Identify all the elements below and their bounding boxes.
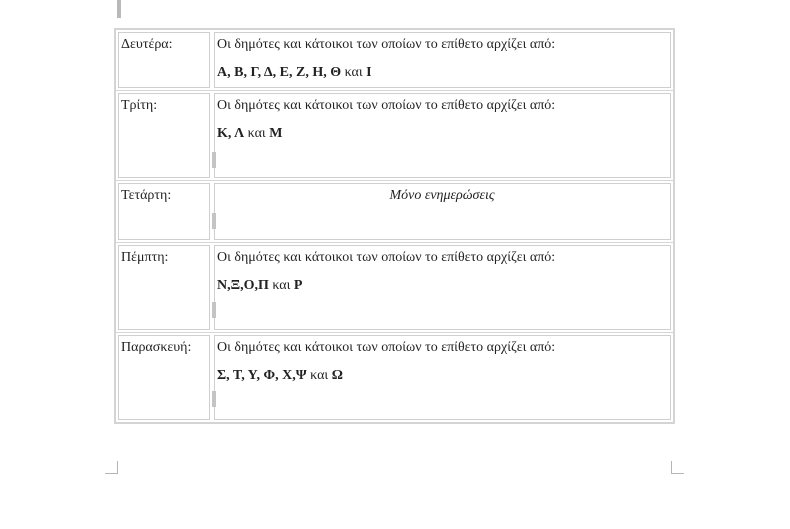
joiner: και bbox=[310, 368, 329, 383]
page-margin-corner-right bbox=[671, 461, 684, 474]
letters: Α, Β, Γ, Δ, Ε, Ζ, Η, Θ bbox=[217, 65, 342, 80]
day-cell[interactable] bbox=[118, 32, 210, 88]
paragraph-mark bbox=[212, 152, 216, 168]
letter-range bbox=[217, 277, 667, 295]
table-row-thursday bbox=[116, 243, 673, 333]
paragraph-marker bbox=[117, 0, 121, 18]
schedule-table bbox=[114, 28, 675, 424]
joiner: και bbox=[272, 278, 291, 293]
description-cell[interactable] bbox=[214, 245, 671, 330]
description-text: Οι δημότες και κάτοικοι των οποίων το επίθετο αρχίζει από: bbox=[217, 340, 556, 355]
letter-range bbox=[217, 367, 667, 385]
table-row-monday bbox=[116, 30, 673, 91]
letters: Κ, Λ bbox=[217, 126, 245, 141]
day-label: Δευτέρα: bbox=[121, 37, 173, 52]
day-label: Παρασκευή: bbox=[121, 340, 192, 355]
last-letter: Ω bbox=[331, 368, 343, 383]
description-cell[interactable] bbox=[214, 335, 671, 420]
day-label: Τετάρτη: bbox=[121, 188, 172, 203]
page-margin-corner-left bbox=[105, 461, 118, 474]
description-cell[interactable] bbox=[214, 32, 671, 88]
letter-range bbox=[217, 125, 667, 143]
description-cell[interactable] bbox=[214, 93, 671, 178]
last-letter: Ρ bbox=[293, 278, 303, 293]
letter-range bbox=[217, 64, 667, 82]
last-letter: Ι bbox=[366, 65, 372, 80]
last-letter: Μ bbox=[269, 126, 283, 141]
paragraph-mark bbox=[212, 213, 216, 229]
joiner: και bbox=[247, 126, 266, 141]
day-cell[interactable] bbox=[118, 183, 210, 240]
letters: Ν,Ξ,Ο,Π bbox=[217, 278, 269, 293]
joiner: και bbox=[344, 65, 363, 80]
day-label: Πέμπτη: bbox=[121, 250, 169, 265]
description-text: Μόνο ενημερώσεις bbox=[389, 188, 495, 203]
day-cell[interactable] bbox=[118, 335, 210, 420]
description-cell[interactable] bbox=[214, 183, 671, 240]
table-row-wednesday bbox=[116, 181, 673, 243]
description-text: Οι δημότες και κάτοικοι των οποίων το επίθετο αρχίζει από: bbox=[217, 37, 556, 52]
description-text: Οι δημότες και κάτοικοι των οποίων το επίθετο αρχίζει από: bbox=[217, 98, 556, 113]
day-label: Τρίτη: bbox=[121, 98, 158, 113]
description-text: Οι δημότες και κάτοικοι των οποίων το επίθετο αρχίζει από: bbox=[217, 250, 556, 265]
table-row-friday bbox=[116, 333, 673, 422]
letters: Σ, Τ, Υ, Φ, Χ,Ψ bbox=[217, 368, 307, 383]
day-cell[interactable] bbox=[118, 93, 210, 178]
table-row-tuesday bbox=[116, 91, 673, 181]
day-cell[interactable] bbox=[118, 245, 210, 330]
paragraph-mark bbox=[212, 391, 216, 407]
paragraph-mark bbox=[212, 302, 216, 318]
